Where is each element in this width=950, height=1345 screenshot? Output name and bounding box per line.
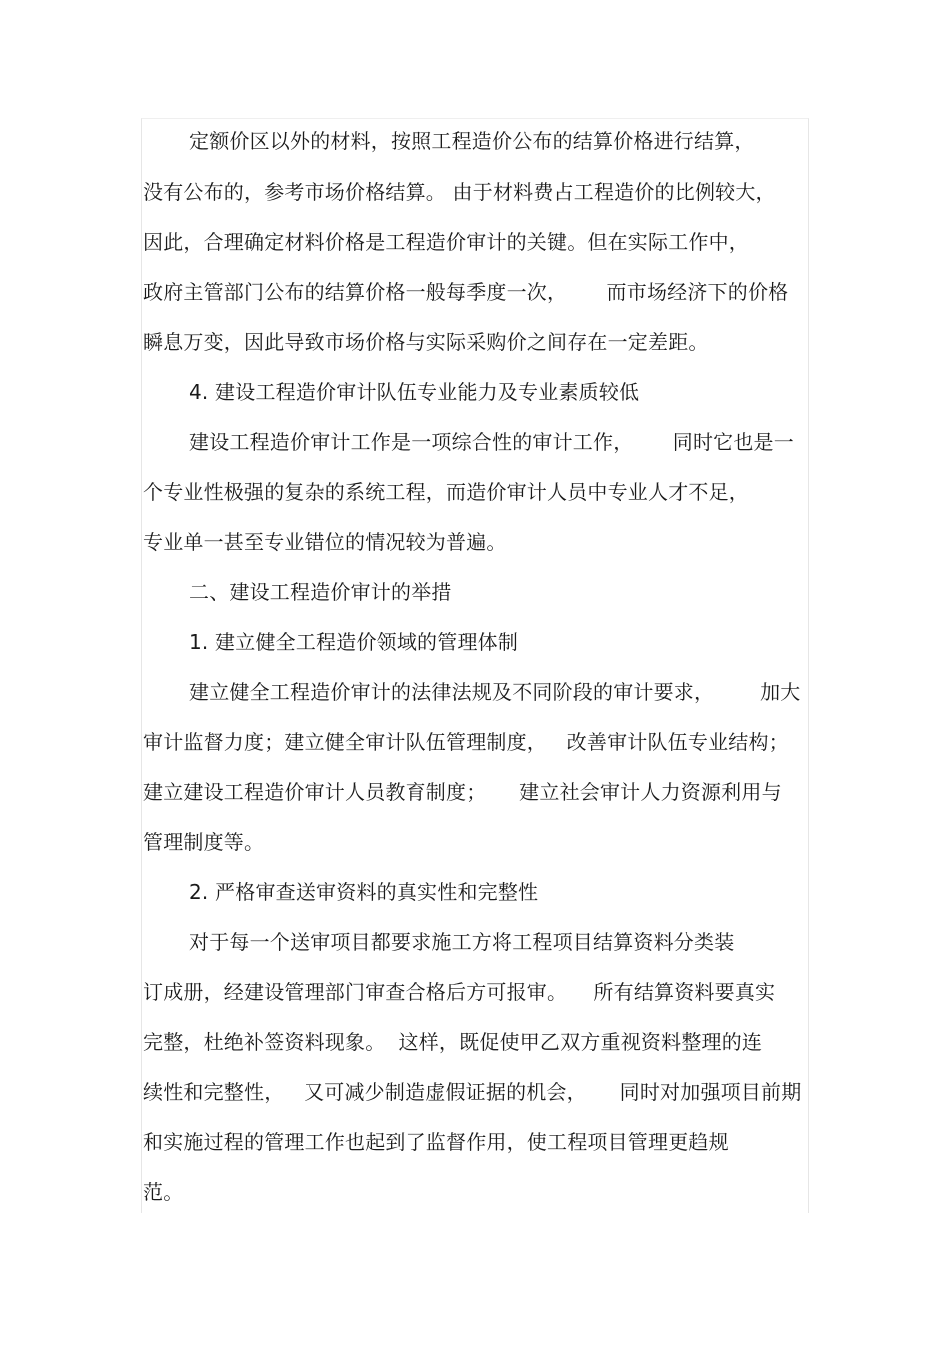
paragraph-line: 建立建设工程造价审计人员教育制度； 建立社会审计人力资源利用与 xyxy=(143,780,782,804)
paragraph-line: 政府主管部门公布的结算价格一般每季度一次， 而市场经济下的价格 xyxy=(143,280,789,304)
paragraph-line: 定额价区以外的材料，按照工程造价公布的结算价格进行结算， xyxy=(189,129,755,153)
paragraph-line: 个专业性极强的复杂的系统工程，而造价审计人员中专业人才不足， xyxy=(143,480,749,504)
paragraph-line: 订成册，经建设管理部门审查合格后方可报审。 所有结算资料要真实 xyxy=(143,980,776,1004)
section-heading: 2. 严格审查送审资料的真实性和完整性 xyxy=(189,880,539,904)
paragraph-line: 审计监督力度；建立健全审计队伍管理制度， 改善审计队伍专业结构； xyxy=(143,730,789,754)
paragraph-line: 范。 xyxy=(143,1180,184,1204)
paragraph-line: 续性和完整性， 又可减少制造虚假证据的机会， 同时对加强项目前期 xyxy=(143,1080,802,1104)
section-heading: 二、建设工程造价审计的举措 xyxy=(189,580,452,604)
paragraph-line: 瞬息万变，因此导致市场价格与实际采购价之间存在一定差距。 xyxy=(143,330,709,354)
section-heading: 1. 建立健全工程造价领域的管理体制 xyxy=(189,630,519,654)
paragraph-line: 因此，合理确定材料价格是工程造价审计的关键。但在实际工作中， xyxy=(143,230,749,254)
paragraph-line: 建设工程造价审计工作是一项综合性的审计工作， 同时它也是一 xyxy=(189,430,794,454)
paragraph-line: 建立健全工程造价审计的法律法规及不同阶段的审计要求， 加大 xyxy=(189,680,801,704)
paragraph-line: 对于每一个送审项目都要求施工方将工程项目结算资料分类装 xyxy=(189,930,735,954)
section-heading: 4. 建设工程造价审计队伍专业能力及专业素质较低 xyxy=(189,380,640,404)
paragraph-line: 完整，杜绝补签资料现象。 这样，既促使甲乙双方重视资料整理的连 xyxy=(143,1030,763,1054)
paragraph-line: 管理制度等。 xyxy=(143,830,265,854)
paragraph-line: 没有公布的，参考市场价格结算。 由于材料费占工程造价的比例较大， xyxy=(143,180,776,204)
paragraph-line: 和实施过程的管理工作也起到了监督作用，使工程项目管理更趋规 xyxy=(143,1130,729,1154)
paragraph-line: 专业单一甚至专业错位的情况较为普遍。 xyxy=(143,530,507,554)
